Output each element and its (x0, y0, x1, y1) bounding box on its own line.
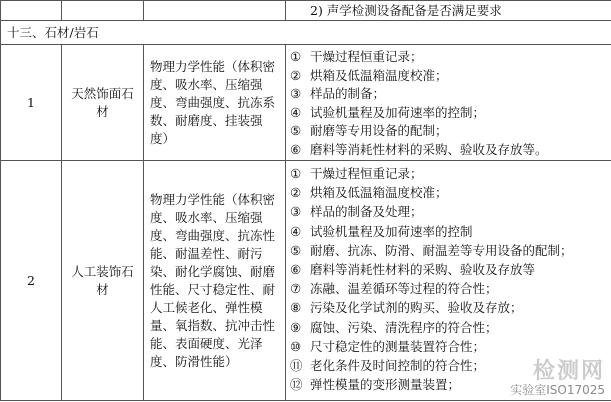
property-list: 物理力学性能（体积密度、吸水率、压缩强度、弯曲强度、抗冻系数、耐磨度、挂装强度） (144, 45, 286, 161)
top-row-text: 2) 声学检测设备配备是否满足要求 (286, 1, 611, 21)
list-item: ③ 样品的制备； (290, 86, 386, 101)
row-number: 2 (1, 161, 62, 401)
list-item: ⑧ 污染及化学试剂的购买、验收及存放； (290, 300, 523, 316)
row-number: 1 (1, 45, 62, 161)
list-item: ① 干燥过程恒重记录； (290, 49, 423, 64)
list-item: ⑥ 磨料等消耗性材料的采购、验收及存放等 (290, 262, 536, 278)
list-item: ④ 试验机量程及加荷速率的控制 (290, 223, 473, 239)
list-item: ⑤ 耐磨等专用设备的配制； (290, 123, 448, 138)
list-item: ⑤ 耐磨、抗冻、防滑、耐温差等专用设备的配制； (290, 242, 573, 258)
empty-cell (1, 1, 62, 21)
material-name: 人工装饰石材 (62, 161, 144, 401)
material-name: 天然饰面石材 (62, 45, 144, 161)
property-list: 物理力学性能（体积密度、吸水率、压缩强度、弯曲强度、抗冻性能、耐温差性、耐污染、耐化学腐蚀、耐磨性能、尺寸稳定性、耐人工候老化、弹性模量、氧指数、抗冲击性能、表面硬度、光泽度、防滑性能） (144, 161, 286, 401)
table-row (1, 45, 611, 161)
list-item: ⑫ 弹性模量的变形测量装置； (290, 377, 461, 393)
list-item: ③ 样品的制备及处理； (290, 204, 423, 220)
section-header-row (1, 21, 611, 45)
check-items (286, 45, 611, 161)
empty-cell (62, 1, 144, 21)
watermark-title: 检测网 (532, 359, 605, 384)
list-item: ⑥ 磨料等消耗性材料的采购、验收及存放等。 (290, 141, 548, 157)
list-item: ⑪ 老化条件及时间控制的符合性； (290, 358, 486, 374)
list-item: ⑦ 冻融、温差循环等过程的符合性； (290, 281, 498, 297)
table-row-top (1, 1, 611, 21)
table-row (1, 161, 611, 401)
list-item: ⑨ 腐蚀、污染、清洗程序的符合性； (290, 319, 498, 335)
list-item: ④ 试验机量程及加荷速率的控制； (290, 104, 486, 120)
list-item: ① 干燥过程恒重记录； (290, 166, 423, 181)
watermark-subtitle: 实验室ISO17025 (510, 383, 605, 397)
empty-cell (144, 1, 286, 21)
section-title: 十三、石材/岩石 (1, 21, 611, 45)
list-item: ② 烘箱及低温箱温度校准； (290, 67, 448, 83)
check-items (286, 161, 611, 401)
list-item: ② 烘箱及低温箱温度校准； (290, 185, 448, 201)
list-item: ⑩ 尺寸稳定性的测量装置符合性； (290, 338, 486, 354)
